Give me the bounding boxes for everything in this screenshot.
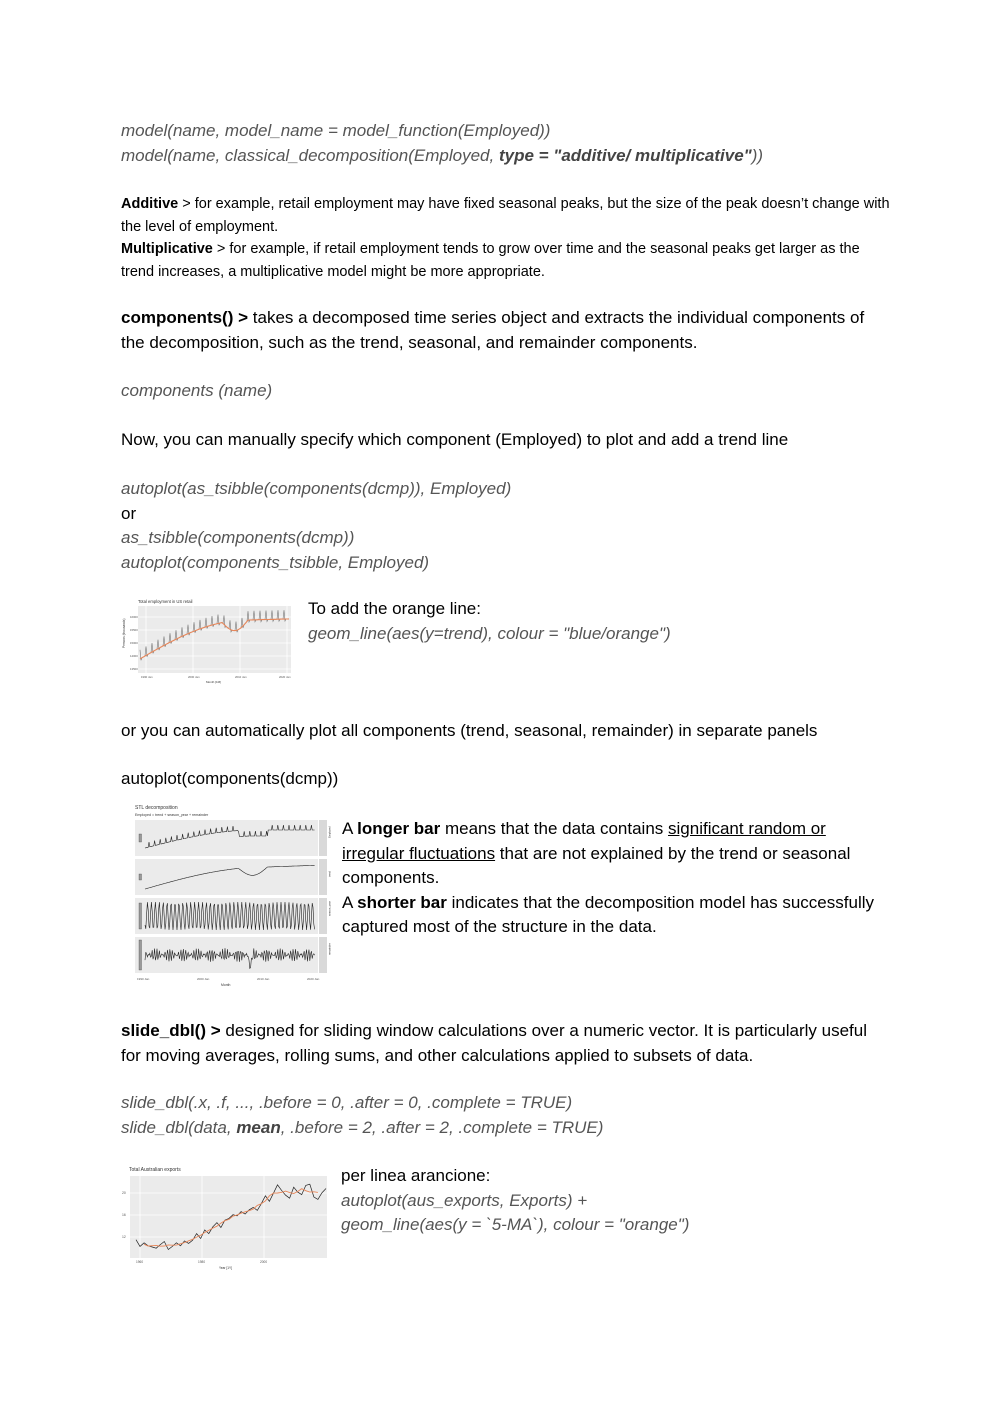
svg-text:2010 Jan: 2010 Jan [235,675,247,679]
svg-text:20: 20 [122,1191,126,1195]
thumb2-scale-bar [139,834,142,842]
svg-text:2000 Jan: 2000 Jan [188,675,200,679]
thumb2-subtitle: Employed = trend + season_year + remainder [135,813,209,817]
thumb1-title: Total employment in US retail [138,599,193,604]
components-paragraph: components() > takes a decomposed time series object and extracts the individual components of the decomposition, such as the trend, seasonal, and remainder components. [121,308,865,352]
svg-text:16000: 16000 [130,615,138,619]
decomposition-types [121,193,891,283]
components-code: components (name) [121,381,273,400]
thumb3-xticks [136,1260,267,1264]
svg-text:2000 Jan: 2000 Jan [197,977,210,981]
svg-text:1990 Jan: 1990 Jan [141,675,153,679]
bar-explanation [342,817,882,940]
orange-line-note [308,597,808,646]
svg-text:1980: 1980 [198,1260,206,1264]
slide-dbl-code-2: slide_dbl(data, mean, .before = 2, .after = 2, .complete = TRUE) [121,1117,604,1137]
thumb1-yticks [130,615,138,671]
thumb1-xticks [141,675,291,679]
slide-dbl-code-1: slide_dbl(.x, .f, ..., .before = 0, .after = 0, .complete = TRUE) [121,1093,573,1112]
thumb2-scale-bar [139,940,142,970]
thumb1-panel [138,606,291,673]
manual-code-3: autoplot(components_tsibble, Employed) [121,552,430,572]
svg-text:2000: 2000 [260,1260,268,1264]
components-section [121,306,891,355]
manual-paragraph: Now, you can manually specify which component (Employed) to plot and add a trend line [121,430,789,449]
aus-exports-plot [121,1163,329,1271]
thumb3-title: Total Australian exports [129,1167,181,1173]
shorter-bar-paragraph: A shorter bar indicates that the decomposition model has successfully captured most of the structure in the data. [342,892,874,936]
thumb2-title: STL decomposition [135,805,178,811]
model-code-block [121,119,891,168]
stl-decomposition-thumbnail [121,802,332,988]
thumb3-yticks [122,1191,126,1239]
svg-text:15500: 15500 [130,628,138,632]
thumb2-scale-bar [139,903,142,929]
manual-code-block [121,477,891,575]
slide-dbl-paragraph: slide_dbl() > designed for sliding window calculations over a numeric vector. It is particularly useful for moving averages, rolling sums, and other calculations applied to subsets of data. [121,1021,867,1065]
svg-text:15000: 15000 [130,641,138,645]
retail-employment-plot [121,598,293,684]
auto-all-section [121,719,911,744]
model-code-line-1: model(name, model_name = model_function(Employed)) [121,121,551,140]
orange-line-code: geom_line(aes(y=trend), colour = "blue/orange") [308,623,671,643]
manual-code-2: as_tsibble(components(dcmp)) [121,528,355,547]
arancione-label: per linea arancione: [341,1166,491,1185]
thumb3-xlabel: Year [1Y] [219,1266,232,1270]
arancione-code-2: geom_line(aes(y = `5-MA`), colour = "orange") [341,1215,690,1234]
thumb2-xlabel: Month [221,983,231,987]
svg-text:16: 16 [122,1213,126,1217]
svg-text:1990 Jan: 1990 Jan [137,977,150,981]
retail-employment-thumbnail [121,598,293,684]
thumb2-strip-label: season_year [328,901,332,916]
arancione-note [341,1164,841,1238]
svg-text:13500: 13500 [130,667,138,671]
model-code-line-2: model(name, classical_decomposition(Employed, type = "additive/ multiplicative")) [121,145,764,165]
svg-text:12: 12 [122,1235,126,1239]
slide-dbl-section [121,1019,891,1068]
stl-decomposition-plot [121,802,332,988]
thumb2-strip-label: Employed [328,826,332,838]
svg-text:2020 Jan: 2020 Jan [307,977,320,981]
thumb1-ylabel: Persons (thousands) [122,618,126,648]
svg-text:1960: 1960 [136,1260,144,1264]
thumb1-xlabel: Month [1M] [206,680,222,684]
manual-or: or [121,503,137,523]
svg-text:2010 Jan: 2010 Jan [257,977,270,981]
multiplicative-paragraph: Multiplicative > for example, if retail employment tends to grow over time and the seasonal peaks get larger as the trend increases, a multiplicative model might be more appropriate. [121,241,860,280]
slide-dbl-code-block [121,1091,891,1140]
arancione-code-1: autoplot(aus_exports, Exports) + [341,1190,588,1210]
thumb2-panels [135,820,332,973]
svg-text:2020 Jan: 2020 Jan [279,675,291,679]
components-code-block [121,379,891,404]
thumb2-xticks [137,977,320,981]
orange-line-label: To add the orange line: [308,599,481,618]
manual-code-1: autoplot(as_tsibble(components(dcmp)), Employed) [121,479,512,498]
aus-exports-thumbnail [121,1163,329,1271]
manual-section [121,428,891,453]
auto-all-paragraph: or you can automatically plot all components (trend, seasonal, remainder) in separate panels [121,721,818,740]
additive-paragraph: Additive > for example, retail employment may have fixed seasonal peaks, but the size of the peak doesn’t change with the level of employment. [121,196,890,235]
longer-bar-paragraph: A longer bar means that the data contains significant random or irregular fluctuations that are not explained by the trend or seasonal components. [342,819,851,887]
thumb2-strip-label: remainder [328,943,332,955]
thumb2-strip-label: trend [328,871,332,877]
svg-text:14000: 14000 [130,654,138,658]
thumb2-scale-bar [139,874,142,880]
auto-all-code-block [121,767,891,792]
auto-all-code: autoplot(components(dcmp)) [121,769,339,788]
